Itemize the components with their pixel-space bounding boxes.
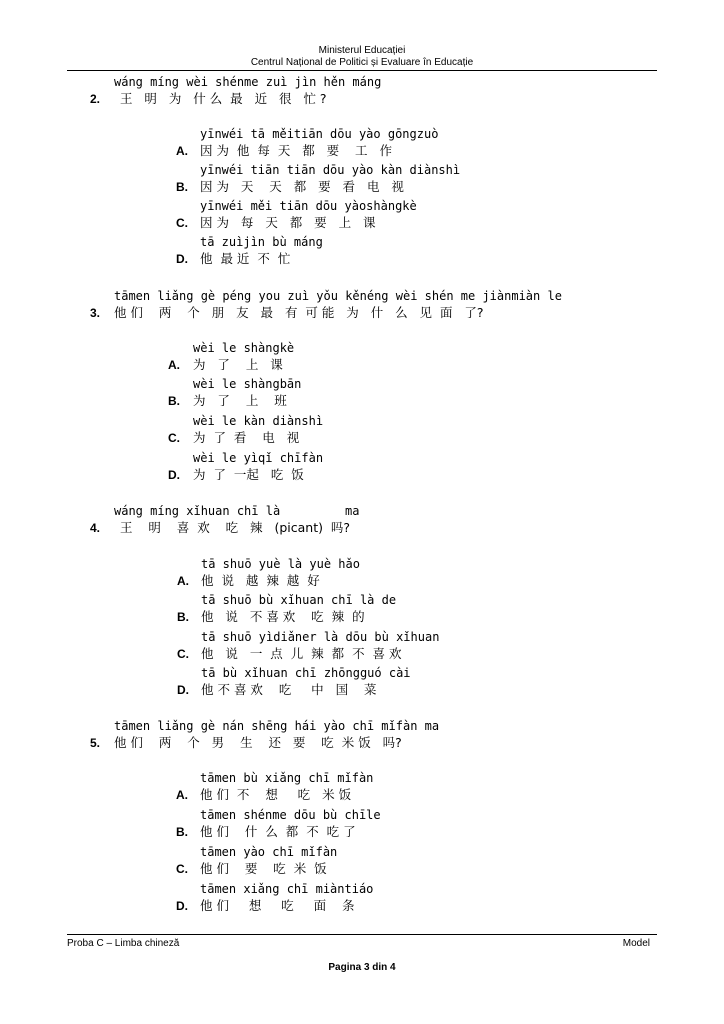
option-hanzi: 他 们 想 吃 面 条 — [200, 898, 355, 913]
option-pinyin: tā shuō yìdiǎner là dōu bù xǐhuan — [201, 630, 440, 644]
option-letter: C. — [177, 647, 189, 661]
question-pinyin: wáng míng xǐhuan chī là — [114, 504, 281, 518]
option-letter: D. — [177, 683, 189, 697]
option-letter: D. — [176, 899, 188, 913]
option-pinyin: wèi le shàngkè — [193, 341, 295, 355]
header-rule — [67, 70, 657, 71]
option-letter: B. — [176, 825, 188, 839]
exam-subject: Proba C – Limba chineză — [67, 938, 180, 949]
option-pinyin: yīnwéi tā měitiān dōu yào gōngzuò — [200, 127, 439, 141]
option-hanzi: 为 了 一起 吃 饭 — [193, 467, 304, 482]
option-hanzi: 因 为 每 天 都 要 上 课 — [200, 215, 376, 230]
option-pinyin: wèi le yìqǐ chīfàn — [193, 451, 324, 465]
option-pinyin: tā shuō bù xǐhuan chī là de — [201, 593, 397, 607]
question-hanzi: 他 们 两 个 朋 友 最 有 可 能 为 什 么 见 面 了? — [114, 305, 484, 320]
option-pinyin: tāmen yào chī mǐfàn — [200, 845, 338, 859]
question-hanzi: 王 明 为 什 么 最 近 很 忙 ? — [120, 91, 327, 106]
option-letter: B. — [177, 610, 189, 624]
question-pinyin: wáng míng wèi shénme zuì jìn hěn máng — [114, 75, 382, 89]
option-letter: D. — [168, 468, 180, 482]
page-number: Pagina 3 din 4 — [328, 962, 396, 973]
footer-rule — [67, 934, 657, 935]
option-pinyin: tā shuō yuè là yuè hǎo — [201, 557, 360, 571]
option-letter: C. — [168, 431, 180, 445]
option-hanzi: 他 说 越 辣 越 好 — [201, 573, 320, 588]
center-title: Centrul Național de Politici și Evaluare în Educație — [250, 57, 474, 68]
question-pinyin: tāmen liǎng gè nán shēng hái yào chī mǐfàn ma — [114, 719, 440, 733]
option-hanzi: 为 了 上 课 — [193, 357, 283, 372]
option-hanzi: 为 了 看 电 视 — [193, 430, 300, 445]
option-hanzi: 他 们 什 么 都 不 吃 了 — [200, 824, 356, 839]
option-letter: A. — [176, 788, 188, 802]
option-hanzi: 他 们 要 吃 米 饭 — [200, 861, 327, 876]
option-letter: C. — [176, 862, 188, 876]
option-hanzi: 因 为 他 每 天 都 要 工 作 — [200, 143, 392, 158]
question-number: 4. — [90, 521, 101, 535]
question-number: 3. — [90, 306, 101, 320]
option-hanzi: 他 说 一 点 儿 辣 都 不 喜 欢 — [201, 646, 402, 661]
question-hanzi: 王 明 喜 欢 吃 辣 (picant) 吗? — [120, 520, 351, 535]
option-letter: A. — [168, 358, 180, 372]
question-number: 2. — [90, 92, 101, 106]
option-pinyin: tā zuìjìn bù máng — [200, 235, 323, 249]
option-letter: D. — [176, 252, 188, 266]
option-letter: B. — [176, 180, 188, 194]
option-hanzi: 他 最 近 不 忙 — [200, 251, 291, 266]
option-pinyin: wèi le kàn diànshì — [193, 414, 324, 428]
ministry-title: Ministerul Educației — [318, 45, 406, 56]
option-letter: C. — [176, 216, 188, 230]
option-pinyin: yīnwéi měi tiān dōu yàoshàngkè — [200, 199, 417, 213]
question-hanzi: 他 们 两 个 男 生 还 要 吃 米 饭 吗? — [114, 735, 402, 750]
option-pinyin: tāmen xiǎng chī miàntiáo — [200, 882, 374, 896]
option-hanzi: 他 说 不 喜 欢 吃 辣 的 — [201, 609, 365, 624]
option-pinyin: tā bù xǐhuan chī zhōngguó cài — [201, 666, 411, 680]
option-pinyin: tāmen bù xiǎng chī mǐfàn — [200, 771, 374, 785]
option-pinyin: wèi le shàngbān — [193, 377, 302, 391]
option-hanzi: 他 们 不 想 吃 米 饭 — [200, 787, 352, 802]
option-hanzi: 他 不 喜 欢 吃 中 国 菜 — [201, 682, 377, 697]
question-pinyin: tāmen liǎng gè péng you zuì yǒu kěnéng wèi shén me jiànmiàn le — [114, 289, 562, 303]
question-pinyin-end: ma — [345, 504, 360, 518]
option-hanzi: 为 了 上 班 — [193, 393, 287, 408]
option-letter: B. — [168, 394, 180, 408]
option-pinyin: yīnwéi tiān tiān dōu yào kàn diànshì — [200, 163, 461, 177]
option-letter: A. — [177, 574, 189, 588]
option-hanzi: 因 为 天 天 都 要 看 电 视 — [200, 179, 404, 194]
option-letter: A. — [176, 144, 188, 158]
question-number: 5. — [90, 736, 101, 750]
model-label: Model — [622, 938, 650, 949]
option-pinyin: tāmen shénme dōu bù chīle — [200, 808, 381, 822]
